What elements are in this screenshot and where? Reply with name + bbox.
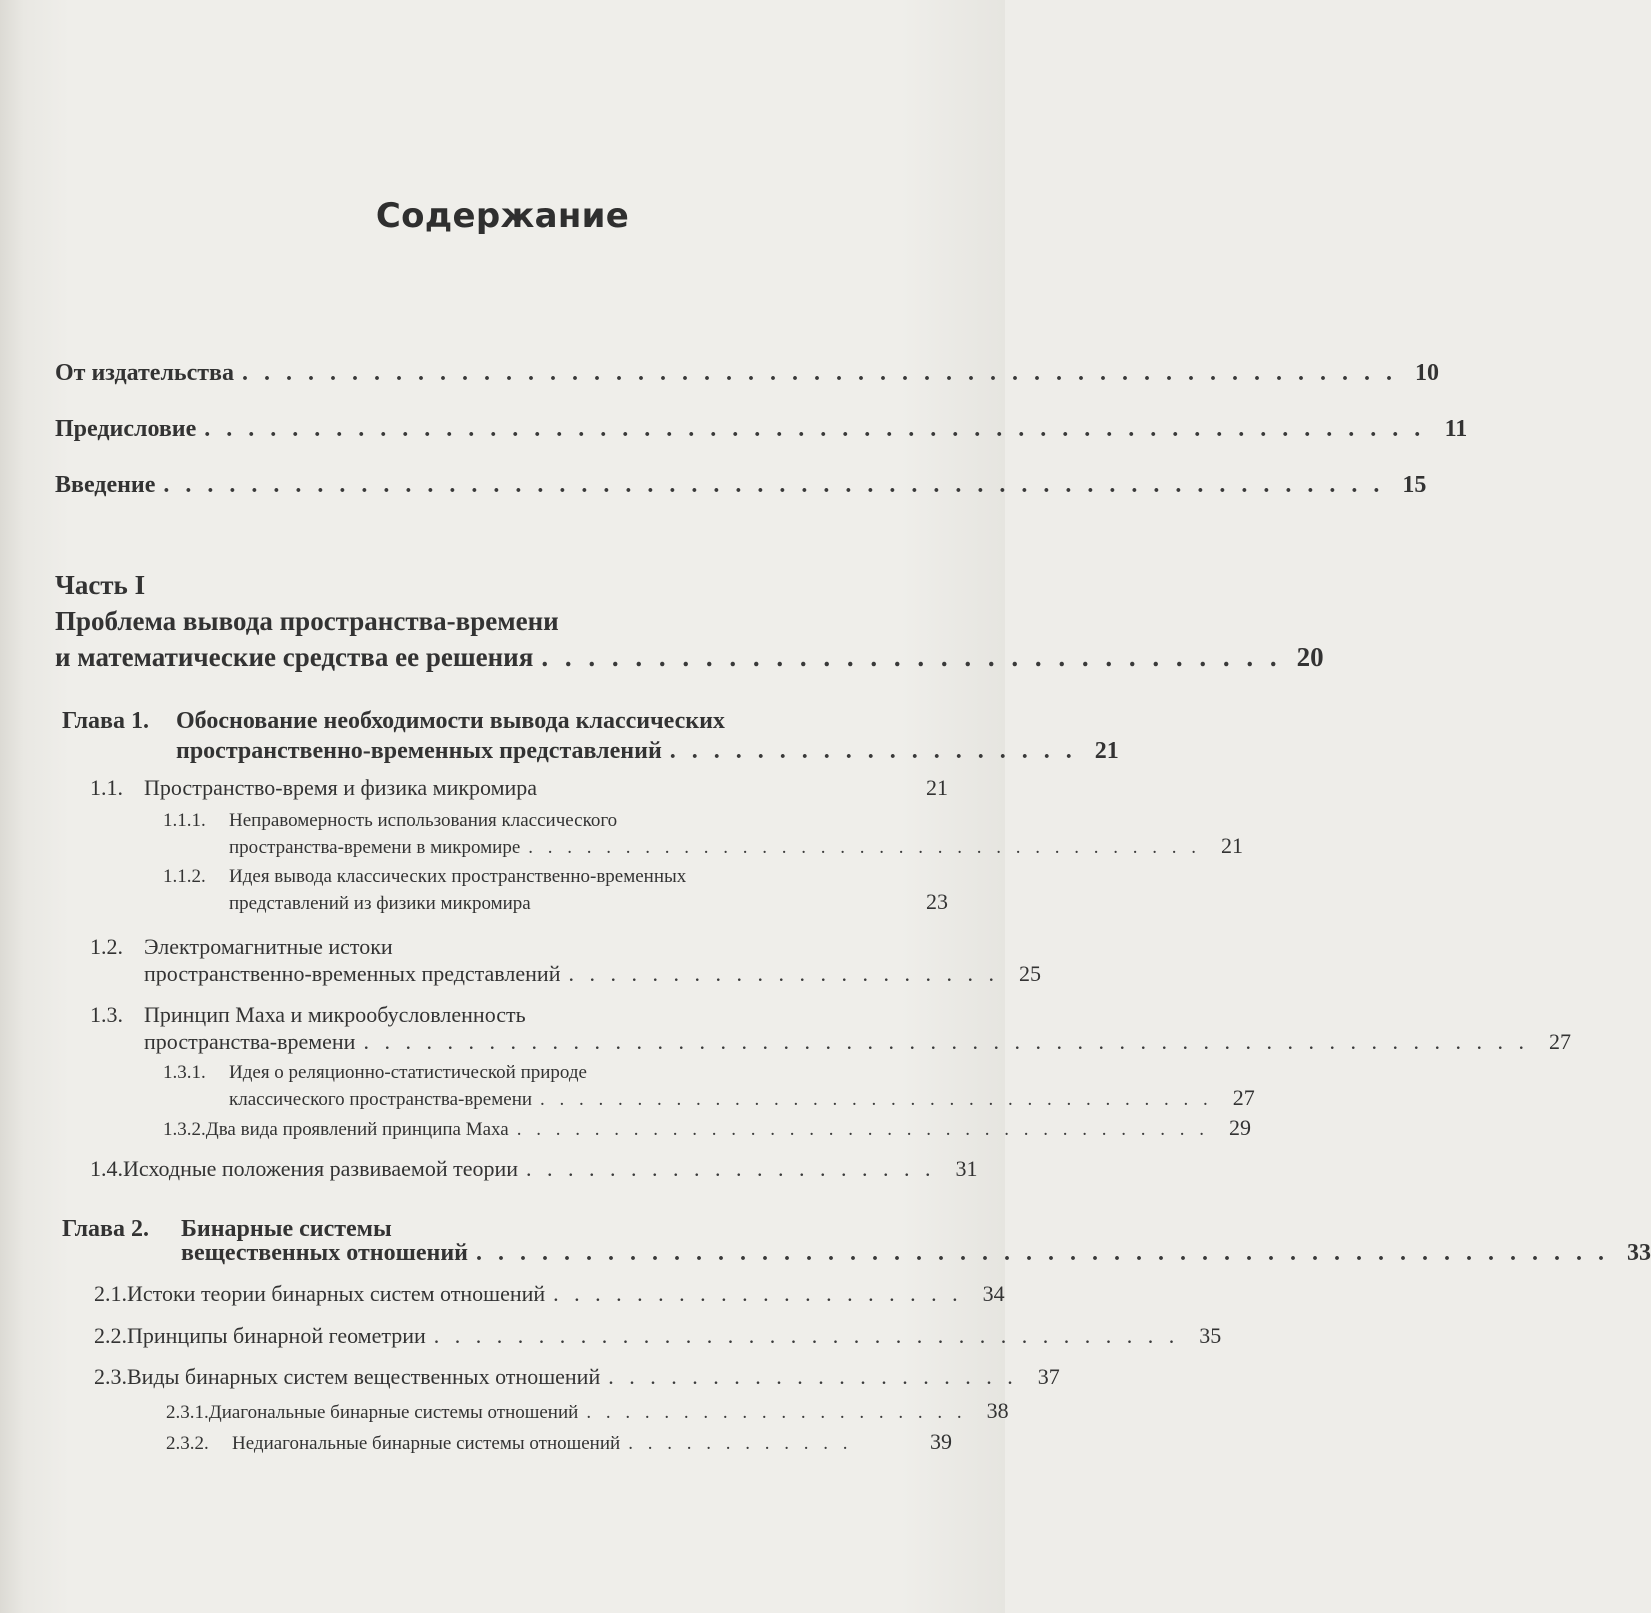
dot-leader: . . . . . . . . . . . . . . . . . . . . [586,1402,967,1423]
chapter-number: Глава 2. [62,1216,149,1242]
toc-entry-1-1-2-line1 [163,866,686,888]
dot-leader: . . . . . . . . . . . . . . . . . . . . . . . . . . . . . . . . . . . . . . . . . . . . . . . . . . . . . [242,360,1398,386]
entry-label: и математические средства ее решения [55,642,534,672]
dot-leader: . . . . . . . . . . . . [628,1433,853,1454]
chapter-title-line2: пространственно-временных представлений [176,738,662,764]
entry-page: 27 [1232,1085,1255,1110]
toc-entry-2-1[interactable] [94,1281,1005,1307]
section-number: 1.3. [90,1002,123,1027]
entry-page: 10 [1415,360,1440,386]
toc-entry-chapter-1[interactable] [176,738,1119,765]
entry-label: Предисловие [55,416,197,442]
toc-entry-1-2-line1 [90,934,393,960]
dot-leader: . . . . . . . . . . . . . . . . . . . . [553,1281,963,1306]
toc-entry-1-2[interactable] [144,961,1041,987]
entry-page: 31 [955,1156,978,1181]
section-number: 1.4. [90,1156,123,1181]
section-title-line2: пространства-времени в микромире [229,837,521,858]
section-title: Пространство-время и физика микромира [144,775,538,800]
section-title: Диагональные бинарные системы отношений [208,1402,579,1423]
dot-leader: . . . . . . . . . . . . . . . . . . . . . . . . . . . . . . . . . . . . . . . . . . . . . . . . . . . . . . . . [204,416,1426,442]
entry-label: От издательства [55,360,235,386]
section-title-line1: Неправомерность использования классического [229,810,618,831]
toc-entry-preface[interactable] [55,416,1468,443]
section-title-line2: классического пространства-времени [229,1089,533,1110]
section-title: Истоки теории бинарных систем отношений [127,1281,546,1306]
entry-page: 21 [1221,833,1244,858]
section-title: Виды бинарных систем вещественных отношений [127,1364,601,1389]
entry-page: 39 [930,1429,952,1454]
toc-entry-1-3-line1 [90,1002,526,1028]
dot-leader: . . . . . . . . . . . . . . . . . . . . . . . . . . . . . . . . . . . . . . . . . . . . . . . . . . . . [475,1240,1609,1266]
toc-entry-publisher[interactable] [55,360,1440,387]
toc-entry-1-3-1-line1 [163,1062,587,1084]
dot-leader: . . . . . . . . . . . . . . . . . . . [669,738,1077,764]
entry-page: 33 [1626,1240,1651,1266]
section-number: 1.3.1. [163,1062,206,1083]
section-title-line1: Электромагнитные истоки [144,934,393,959]
toc-entry-1-1-1-line1 [163,810,617,832]
entry-page: 11 [1444,416,1468,442]
dot-leader [539,893,906,915]
entry-page: 37 [1037,1364,1060,1389]
toc-entry-1-3-1[interactable] [229,1085,1255,1111]
section-number: 1.2. [90,934,123,959]
entry-page: 21 [926,775,948,800]
section-title-line1: Идея вывода классических пространственно-временных [229,866,687,887]
section-number: 2.3.1. [166,1402,209,1423]
chapter-title-line1: Бинарные системы [181,1216,392,1242]
dot-leader: . . . . . . . . . . . . . . . . . . . . . . . . . . . . . . . . . . . . [433,1323,1180,1348]
chapter-1-heading [62,708,725,735]
section-number: 1.1.2. [163,866,206,887]
toc-entry-2-3[interactable] [94,1364,1060,1390]
dot-leader: . . . . . . . . . . . . . . . . . . . . . . . . . . . . . . . . . . . . . . . . . . . . . . . . . . . . . . . . [163,472,1385,498]
page-title: Содержание [375,196,630,236]
section-number: 1.1.1. [163,810,206,831]
toc-entry-2-2[interactable] [94,1323,1222,1349]
toc-entry-introduction[interactable] [55,472,1427,499]
toc-entry-1-3-2[interactable] [163,1115,1251,1141]
dot-leader: . . . . . . . . . . . . . . . . . . . . . . . . . . . . . . . . . . . . [516,1119,1209,1140]
section-title: Принципы бинарной геометрии [127,1323,426,1348]
entry-page: 15 [1402,472,1427,498]
entry-page: 34 [982,1281,1005,1306]
dot-leader: . . . . . . . . . . . . . . . . . . . . [608,1364,1018,1389]
toc-entry-1-1-1[interactable] [229,833,1244,859]
section-number: 2.3.2. [166,1433,209,1454]
entry-page: 35 [1199,1323,1222,1348]
part-title-line1: Проблема вывода пространства-времени [55,606,559,636]
section-number: 2.3. [94,1364,127,1389]
section-title-line2: пространственно-временных представлений [144,961,561,986]
section-title-line2: представлений из физики микромира [229,893,531,914]
chapter-title-line1: Обоснование необходимости вывода классических [176,708,725,734]
entry-page: 38 [986,1398,1009,1423]
chapter-number: Глава 1. [62,708,149,734]
section-title: Два вида проявлений принципа Маха [205,1119,509,1140]
section-number: 2.1. [94,1281,127,1306]
entry-page: 20 [1296,642,1324,672]
dot-leader: . . . . . . . . . . . . . . . . . . . . . . . . . . . . . . . . . . . [528,837,1202,858]
section-title: Исходные положения развиваемой теории [123,1156,519,1181]
entry-page: 23 [926,889,948,914]
section-title-line2: пространства-времени [144,1029,356,1054]
toc-entry-chapter-2[interactable] [181,1240,1651,1267]
entry-label: Введение [55,472,156,498]
toc-entry-1-1[interactable] [90,775,948,801]
chapter-title-line2: вещественных отношений [181,1240,468,1266]
dot-leader: . . . . . . . . . . . . . . . . . . . . . . . . . . . . . . . . . . . . . . . . . . . . . . . . . . . . . . . . [363,1029,1529,1054]
dot-leader: . . . . . . . . . . . . . . . . . . . . . . . . . . . . . . . . [541,642,1282,672]
section-number: 1.1. [90,775,123,800]
section-title-line1: Принцип Маха и микрообусловленность [144,1002,526,1027]
toc-entry-1-4[interactable] [90,1156,978,1182]
dot-leader [545,775,906,801]
section-title: Недиагональные бинарные системы отношений [232,1433,621,1454]
toc-entry-part-1[interactable] [55,642,1324,673]
dot-leader: . . . . . . . . . . . . . . . . . . . . . [568,961,999,986]
toc-entry-2-3-1[interactable] [166,1398,1009,1424]
entry-page: 29 [1229,1115,1251,1140]
entry-page: 27 [1548,1029,1571,1054]
dot-leader: . . . . . . . . . . . . . . . . . . . . . . . . . . . . . . . . . . . [540,1089,1213,1110]
part-label: Часть I [55,570,146,600]
section-number: 2.2. [94,1323,127,1348]
toc-entry-1-3[interactable] [144,1029,1571,1055]
chapter-2-heading [62,1216,392,1243]
toc-entry-1-1-2[interactable] [229,889,948,915]
dot-leader: . . . . . . . . . . . . . . . . . . . . [526,1156,936,1181]
section-title-line1: Идея о реляционно-статистической природе [229,1062,587,1083]
toc-entry-2-3-2[interactable] [166,1429,952,1455]
entry-page: 21 [1094,738,1119,764]
entry-page: 25 [1018,961,1041,986]
section-number: 1.3.2. [163,1119,206,1140]
